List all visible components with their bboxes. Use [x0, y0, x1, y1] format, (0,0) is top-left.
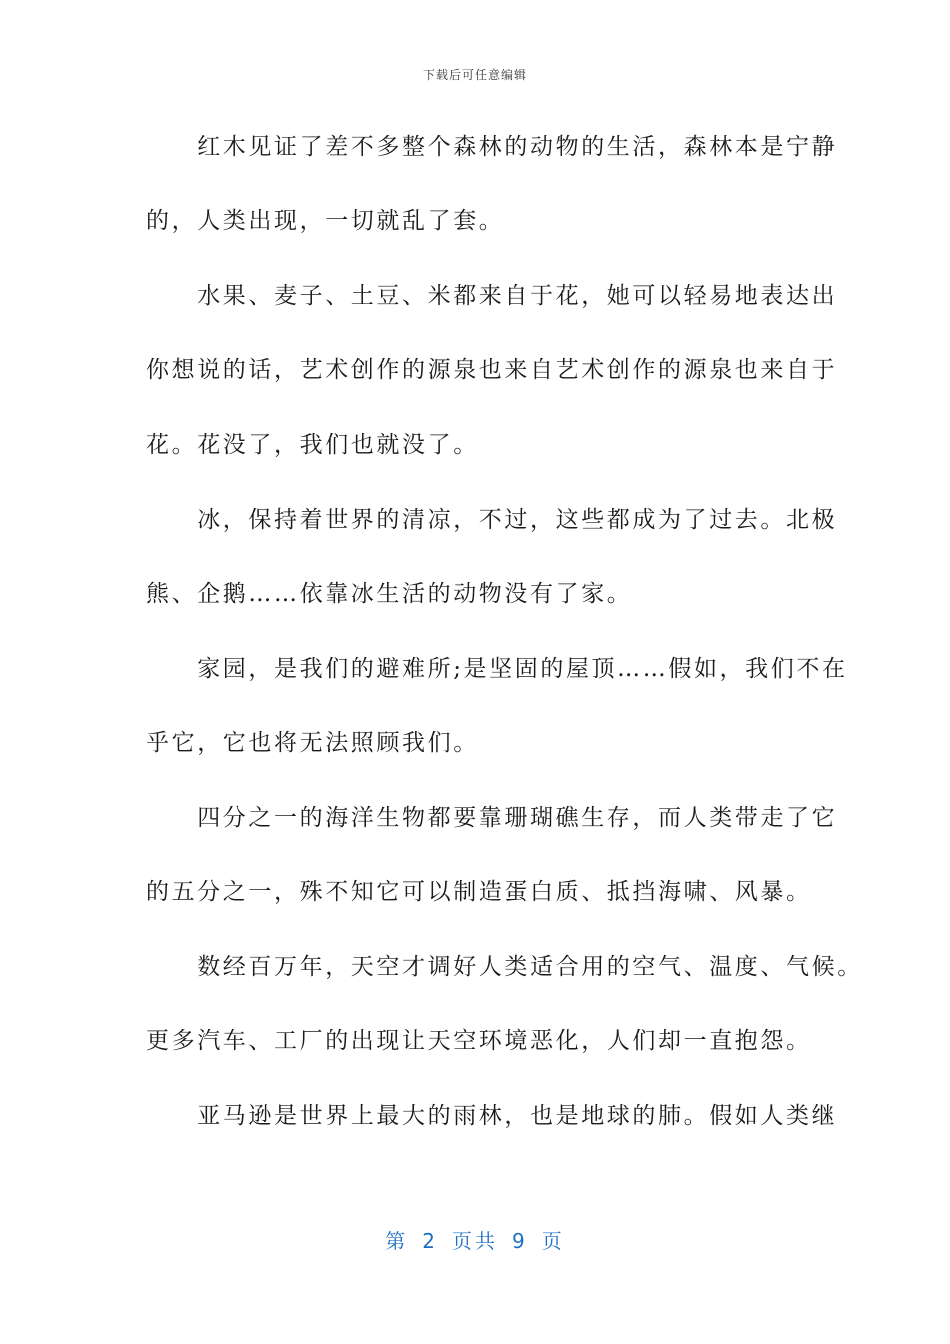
text-line: 亚马逊是世界上最大的雨林，也是地球的肺。假如人类继	[146, 1103, 838, 1129]
text-line: 数经百万年，天空才调好人类适合用的空气、温度、气候。	[146, 954, 863, 980]
text-line: 的五分之一，殊不知它可以制造蛋白质、抵挡海啸、风暴。	[146, 879, 812, 905]
text-line: 水果、麦子、土豆、米都来自于花，她可以轻易地表达出	[146, 283, 838, 309]
text-line: 更多汽车、工厂的出现让天空环境恶化，人们却一直抱怨。	[146, 1028, 812, 1054]
text-line: 冰，保持着世界的清凉，不过，这些都成为了过去。北极	[146, 507, 838, 533]
text-line: 家园，是我们的避难所;是坚固的屋顶……假如，我们不在	[146, 656, 848, 682]
text-line: 的，人类出现，一切就乱了套。	[146, 208, 505, 234]
text-line: 乎它，它也将无法照顾我们。	[146, 730, 479, 756]
text-line: 红木见证了差不多整个森林的动物的生活，森林本是宁静	[146, 134, 838, 160]
page-label-prefix: 第	[385, 1229, 409, 1253]
text-line: 熊、企鹅……依靠冰生活的动物没有了家。	[146, 581, 633, 607]
total-pages-number: 9	[512, 1229, 528, 1253]
page-number-footer	[0, 1225, 950, 1254]
page-label-middle: 页共	[452, 1229, 498, 1253]
text-line: 花。花没了，我们也就没了。	[146, 432, 479, 458]
current-page-number: 2	[422, 1229, 438, 1253]
text-line: 四分之一的海洋生物都要靠珊瑚礁生存，而人类带走了它	[146, 805, 838, 831]
page-label-suffix: 页	[541, 1229, 565, 1253]
page-header-note: 下载后可任意编辑	[422, 68, 527, 82]
text-line: 你想说的话，艺术创作的源泉也来自艺术创作的源泉也来自于	[146, 357, 838, 383]
